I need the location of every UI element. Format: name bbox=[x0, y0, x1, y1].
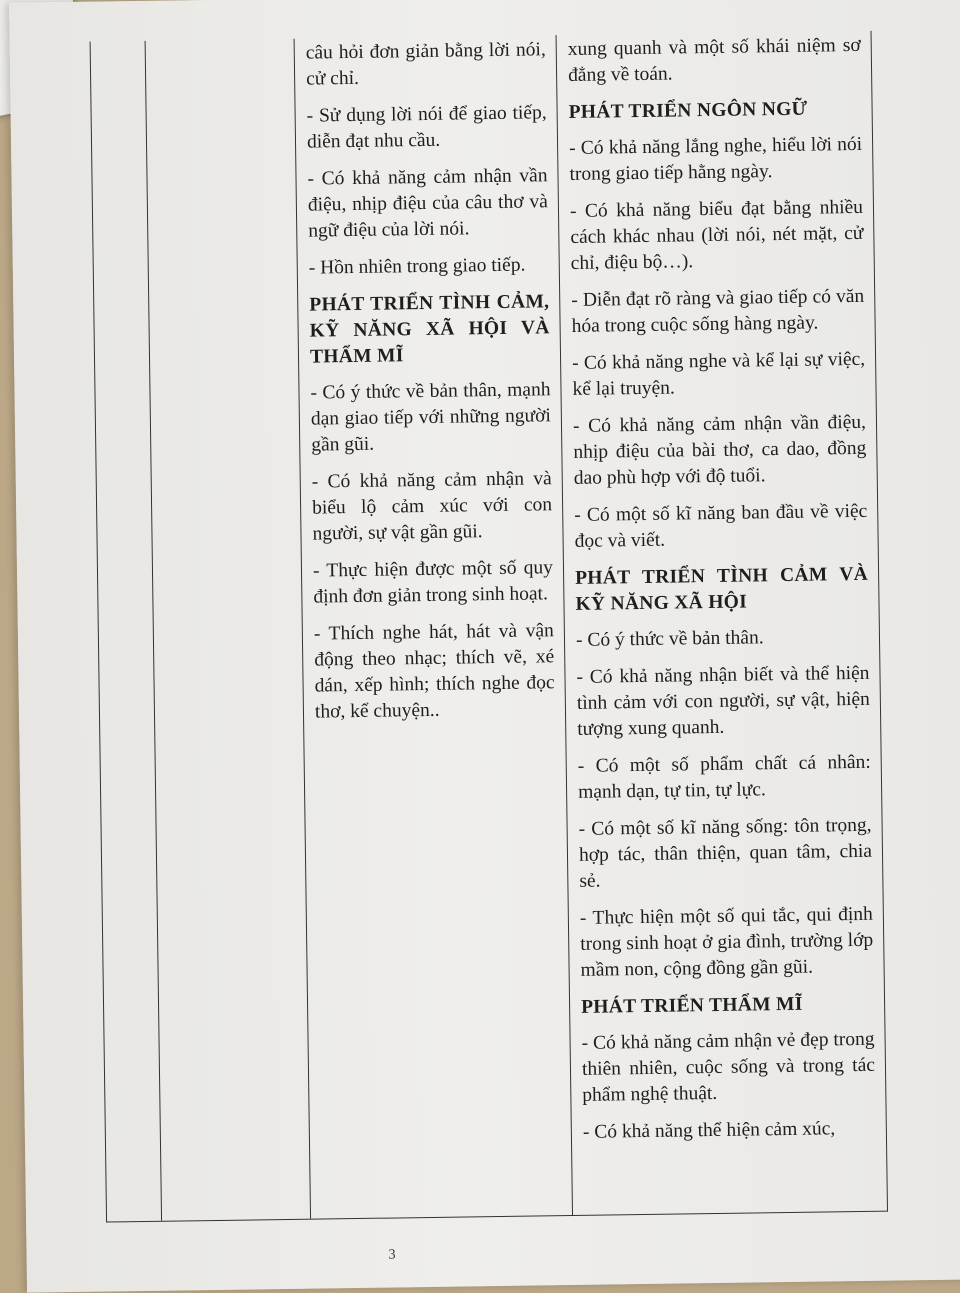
text-paragraph: - Diễn đạt rõ ràng và giao tiếp có văn hóa trong cuộc sống hàng ngày. bbox=[571, 285, 865, 337]
text-paragraph: - Có khả năng biểu đạt bằng nhiều cách khác nhau (lời nói, nét mặt, cử chỉ, điệu bộ…). bbox=[569, 196, 864, 274]
text-paragraph: - Có ý thức về bản thân, mạnh dạn giao tiếp với những người gần gũi. bbox=[310, 379, 552, 456]
section-heading: PHÁT TRIỂN THẨM MĨ bbox=[580, 993, 803, 1018]
table-column-4-content bbox=[568, 33, 877, 1157]
text-paragraph: - Có khả năng cảm nhận vần điệu, nhịp điệu của câu thơ và ngữ điệu của lời nói. bbox=[307, 165, 549, 242]
table-column-divider-1 bbox=[145, 41, 162, 1221]
text-paragraph: - Có khả năng nghe và kể lại sự việc, kể lại truyện. bbox=[571, 348, 866, 400]
text-paragraph: - Có khả năng cảm nhận và biểu lộ cảm xúc với con người, sự vật gần gũi. bbox=[311, 468, 553, 545]
text-paragraph: - Sử dụng lời nói để giao tiếp, diễn đạt nhu cầu. bbox=[306, 102, 547, 153]
text-paragraph: - Thực hiện được một số quy định đơn giản trong sinh hoạt. bbox=[312, 557, 554, 608]
content-table bbox=[90, 31, 888, 1223]
text-paragraph: xung quanh và một số khái niệm sơ đẳng về toán. bbox=[567, 34, 861, 86]
text-paragraph: - Có một số kĩ năng sống: tôn trọng, hợp tác, thân thiện, quan tâm, chia sẻ. bbox=[578, 814, 873, 892]
text-paragraph: - Có ý thức về bản thân. bbox=[575, 627, 764, 651]
text-paragraph: - Có một số kĩ năng ban đầu về việc đọc và viết. bbox=[574, 500, 868, 552]
section-heading: PHÁT TRIỂN NGÔN NGỮ bbox=[568, 98, 808, 123]
section-heading: PHÁT TRIỂN TÌNH CẢM VÀ KỸ NĂNG XÃ HỘI bbox=[574, 563, 869, 615]
page-number: 3 bbox=[388, 1247, 396, 1263]
text-paragraph: - Có khả năng thể hiện cảm xúc, bbox=[582, 1118, 836, 1143]
text-paragraph: - Có khả năng cảm nhận vẻ đẹp trong thiên nhiên, cuộc sống và trong tác phẩm nghệ thuật. bbox=[581, 1028, 876, 1106]
table-column-3-content bbox=[306, 37, 556, 736]
document-page bbox=[9, 0, 960, 1293]
text-paragraph: - Có khả năng cảm nhận vần điệu, nhịp điệu của bài thơ, ca dao, đồng dao phù hợp với độ tuổi. bbox=[572, 411, 867, 489]
text-paragraph: - Có khả năng nhận biết và thể hiện tình cảm với con người, sự vật, hiện tượng xung quanh. bbox=[576, 662, 870, 740]
section-heading: PHÁT TRIỂN TÌNH CẢM, KỸ NĂNG XÃ HỘI VÀ THẨM MĨ bbox=[309, 291, 550, 368]
text-paragraph: - Hồn nhiên trong giao tiếp. bbox=[308, 254, 526, 279]
text-paragraph: - Thực hiện một số qui tắc, qui định trong sinh hoạt ở gia đình, trường lớp mầm non, cộng đồng gần gũi. bbox=[579, 903, 874, 981]
text-paragraph: - Thích nghe hát, hát và vận động theo nhạc; thích vẽ, xé dán, xếp hình; thích nghe đọc thơ, kể chuyện.. bbox=[313, 620, 555, 723]
text-paragraph: - Có khả năng lắng nghe, hiểu lời nói trong giao tiếp hằng ngày. bbox=[568, 133, 863, 185]
text-paragraph: - Có một số phẩm chất cá nhân: mạnh dạn, tự tin, tự lực. bbox=[577, 751, 871, 803]
text-paragraph: câu hỏi đơn giản bằng lời nói, cử chỉ. bbox=[305, 39, 546, 90]
